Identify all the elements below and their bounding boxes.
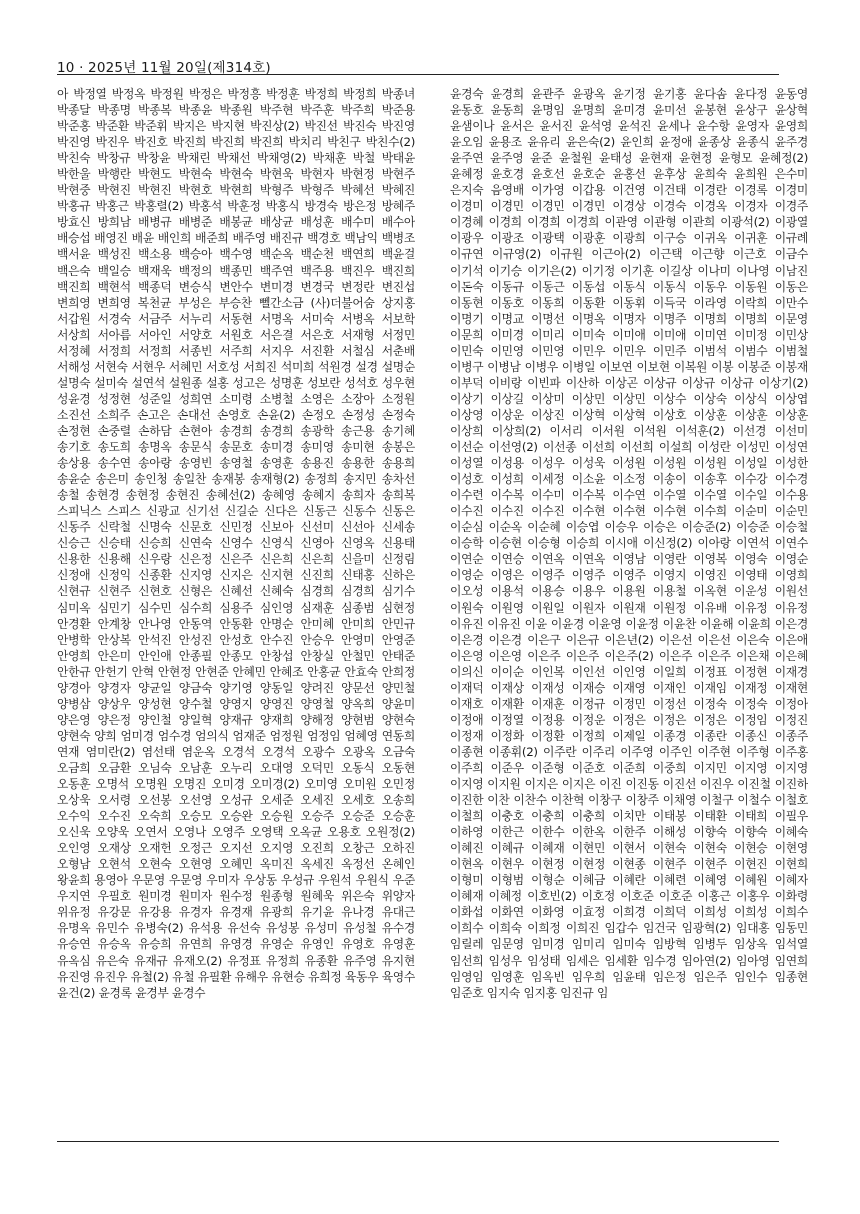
footer-rule xyxy=(57,1141,779,1142)
name-list-column-left: 아 박정열 박정옥 박정원 박정은 박정흥 박정훈 박정희 박정희 박종녀 박종달 박종명 박종복 박종윤 박종원 박주현 박주훈 박주희 박준용 박준홍 박준환 박준휘 박지은 박지현 박진상(2) 박진선 박진숙 박진영 박진영 박진우 박진호 박진희 박진희 박진희 박치리 박친구 박친수(2) 박친숙 박창규 박창윤 박채린 박채선 박채영(2) 박채훈 박철 박태윤 박한울 박행란 박현도 박현숙 박현숙 박현욱 박현자 박현정 박현주 박현중 박현진 박현진 박현호 박현희 박형주 박형주 박혜선 박혜진 박홍규 박홍근 박홍렬(2) 박홍석 박훈정 박홍식 방경숙 방은정 방혜주 방효신 방희남 배병규 배병준 배봉균 배상균 배성훈 배수미 배수아 배승섭 배영진 배윤 배인희 배준희 배주영 배진규 백경호 백남익 백병조 백서윤 백성진 백소용 백승아 백수영 백순옥 백순천 백연희 백윤걸 백은숙 백일승 백재욱 백정의 백종민 백주연 백주용 백진우 백진희 백진희 백현석 백종덕 변승식 변안수 변미경 변경국 변정란 변진섭 변희영 변희영 복천균 부성은 부승찬 뻴간소금 (사)더불어숨 상지홍 서갑원 서경숙 서금주 서누리 서동현 서명옥 서미숙 서병옥 서보학 서상희 서아름 서아인 서양호 서원호 서은결 서은호 서재형 서정민 서정혜 서정희 서정희 서종빈 서주희 서지우 서진환 서철심 서춘배 서해성 서현숙 서현우 서혜민 서호성 서희진 석미희 석원경 설경 설명순 설명숙 설미숙 설연석 설원종 설홍 성고은 성명훈 성보란 성석호 성우현 성윤경 성정현 성준일 성희연 소미령 소병철 소영은 소장아 소정원 소진선 소희주 손고은 손대선 손영호 손윤(2) 손정오 손정성 손정숙 손정현 손중렬 손하담 손현아 송경희 송경희 송광학 송근용 송기혜 송기호 송도희 송명옥 송문식 송문호 송미경 송미영 송미현 송봉은 송상용 송수연 송아랑 송영빈 송영철 송영훈 송용진 송용한 송용희 송윤순 송은미 송인청 송일찬 송재봉 송재형(2) 송정희 송지민 송차선 송철 송현경 송현정 송현진 송혜선(2) 송혜영 송혜지 송희자 송희복 스피닉스 스피스 신광교 신기선 신길순 신다은 신동근 신동수 신동은 신동주 신락철 신명숙 신문호 신민정 신보아 신선미 신선아 신세송 신승근 신승태 신승희 신연숙 신영수 신영식 신영아 신영옥 신용태 신용한 신용해 신우랑 신은정 신은주 신은희 신은희 신을미 신정림 신정애 신정익 신종환 신지영 신지은 신지현 신진희 신태홍 신하은 신현규 신현주 신현호 신형은 신혜선 신혜숙 심경희 심경희 심기수 심미옥 심민기 심수민 심수희 심용주 심인영 심재훈 심종범 심현정 안경환 안계창 안나영 안동역 안동환 안명순 안미혜 안미희 안민규 안병학 안상복 안석진 안성진 안성호 안수진 안승우 안영미 안영준 안영희 안은미 안인애 안종필 안종모 안창섭 안창실 안철민 안태준 안한규 안헌기 안혁 안현정 안현준 안혜민 안혜조 안홍균 안효숙 안희정 양경아 양경자 양균일 양금숙 양기영 양동일 양려진 양문선 양민철 양병삼 양상우 양성현 양수철 양영지 양영진 양영철 양옥희 양윤미 양은영 양은정 양인철 양일혁 양재규 양재희 양해정 양현범 양현숙 양현숙 양희 엄미경 엄수경 엄의식 엄재준 엄정원 엄정임 엄혜영 연동희 연재 염미란(2) 염선태 염운옥 오경석 오경석 오광수 오광옥 오금숙 오금희 오금환 오님숙 오남훈 오누리 오대영 오덕민 오동식 오동현 오동훈 오명석 오명원 오명진 오미경 오미경(2) 오미영 오미원 오민정 오상욱 오서령 오선봉 오선영 오성규 오세준 오세진 오세호 오송희 오수익 오수진 오숙희 오승모 오승완 오승원 오승주 오승준 오승훈 오신욱 오양욱 오연서 오영나 오영주 오영택 오옥균 오용호 오원정(2) 오인영 오재상 오재헌 오정근 오지선 오지영 오진희 오창근 오하진 오형남 오현석 오현숙 오현영 오혜민 옥미진 옥세진 옥정선 온혜인 왕윤희 용영아 우문영 우문영 우미자 우상동 우성규 우원석 우원식 우준 우지연 우필호 원미경 원미자 원수정 원종형 원혜욱 위은숙 위양자 위유정 유강문 유강용 유경자 유경재 유광희 유기윤 유나경 유대근 유명옥 유민수 유병숙(2) 유석용 유선숙 유성봉 유성미 유성철 유수경 유승연 유승옥 유승희 유연희 유영경 유영순 유영인 유영호 유영훈 유옥심 유은숙 유재규 유재오(2) 유정표 유정희 유종환 유주영 유지현 유진영 유진우 유철(2) 유철 유필환 유해우 유현승 유희정 육동우 육영수 윤건(2) 윤경록 윤경부 윤경수 xyxy=(57,87,415,1000)
header-rule xyxy=(57,74,779,75)
name-list-column-right: 윤경숙 윤경희 윤관주 윤광옥 윤기정 윤기홍 윤다솜 윤다정 윤동영 윤동호 윤동희 윤명임 윤명희 윤미경 윤미선 윤봉현 윤상구 윤상혁 윤샘이나 윤서은 윤서진 윤석영 윤석진 윤세나 윤수항 윤영자 윤영희 윤오임 윤용조 윤유리 윤은숙(2) 윤인희 윤정애 윤종상 윤종식 윤주경 윤주연 윤주영 윤준 윤철원 윤태성 윤현재 윤현정 윤형모 윤혜정(2) 윤혜정 윤호경 윤호선 윤호순 윤홍선 윤후상 윤희숙 윤희원 은수미 은지숙 음영배 이가영 이갑용 이건영 이건태 이경란 이경록 이경미 이경미 이경민 이경민 이경민 이경상 이경숙 이경옥 이경자 이경주 이경혜 이경희 이경희 이경희 이관영 이관형 이관희 이광석(2) 이광열 이광우 이광조 이광택 이광훈 이광희 이구승 이귀옥 이귀훈 이규례 이규연 이규영(2) 이규원 이근아(2) 이근택 이근향 이근호 이금수 이기석 이기승 이기은(2) 이기정 이기훈 이길상 이나미 이나영 이남진 이돈숙 이동규 이동근 이동섭 이동식 이동식 이동우 이동원 이동은 이동현 이동호 이동희 이동환 이동휘 이득국 이라영 이락희 이만수 이명기 이명교 이명선 이명옥 이명자 이명주 이명희 이명희 이문영 이문희 이미경 이미리 이미숙 이미애 이미애 이미연 이미정 이민상 이민숙 이민영 이민영 이민우 이민우 이민주 이범석 이범수 이범철 이병구 이병남 이병우 이병일 이보연 이보현 이복원 이봉 이봉준 이봉재 이부덕 이비랑 이빈파 이산하 이상곤 이상규 이상규 이상규 이상기(2) 이상기 이상길 이상미 이상민 이상민 이상수 이상숙 이상식 이상엽 이상영 이상운 이상진 이상혁 이상혁 이상호 이상훈 이상훈 이상훈 이상희 이상희(2) 이서리 이서원 이석원 이석훈(2) 이선경 이선미 이선순 이선영(2) 이선종 이선희 이선희 이설희 이성란 이성민 이성연 이성열 이성용 이성우 이성욱 이성원 이성원 이성원 이성일 이성한 이성호 이성희 이세정 이소윤 이소정 이송이 이송후 이수강 이수경 이수련 이수복 이수미 이수복 이수연 이수열 이수열 이수일 이수용 이수진 이수진 이수진 이수현 이수현 이수현 이수희 이순미 이순민 이순심 이순옥 이순혜 이승엽 이승우 이승은 이승준(2) 이승준 이승철 이승학 이승현 이승형 이승희 이시애 이신정(2) 이아랑 이연석 이연수 이연순 이연승 이연옥 이연옥 이영남 이영란 이영복 이영숙 이영순 이영순 이영은 이영주 이영주 이영주 이영지 이영진 이영태 이영희 이오성 이용석 이용승 이용우 이용원 이용철 이옥현 이운성 이원선 이원숙 이원영 이원일 이원자 이원재 이원정 이유배 이유정 이유정 이유진 이유진 이윤 이윤경 이윤영 이윤정 이윤찬 이윤해 이윤희 이은경 이은경 이은경 이은구 이은규 이은년(2) 이은선 이은선 이은숙 이은애 이은영 이은영 이은주 이은주 이은주(2) 이은주 이은주 이은채 이은혜 이의신 이이순 이인복 이인선 이인영 이일희 이정표 이정현 이재경 이재덕 이재상 이재성 이재승 이재영 이재인 이재임 이재정 이재현 이재호 이재환 이재훈 이정규 이정민 이정선 이정숙 이정숙 이정아 이정애 이정열 이정용 이정운 이정은 이정은 이정은 이정임 이정진 이정재 이정화 이정환 이정희 이제일 이종경 이종란 이종신 이종주 이종현 이종휘(2) 이주란 이주리 이주영 이주인 이주현 이주형 이주홍 이주희 이준우 이준형 이준호 이준희 이중희 이지민 이지영 이지영 이지영 이지원 이지은 이지은 이진 이진동 이진선 이진우 이진철 이진하 이진한 이찬 이찬수 이찬혁 이창구 이창주 이채영 이철구 이철수 이철호 이철희 이충호 이충희 이충희 이치만 이태봉 이태환 이태희 이필우 이하영 이한근 이한수 이한옥 이한주 이해성 이향숙 이향숙 이혜숙 이혜진 이혜규 이혜재 이현민 이현서 이현숙 이현숙 이현승 이현영 이현옥 이현우 이현정 이현정 이현종 이현주 이현주 이현진 이현희 이형미 이형범 이형순 이혜금 이혜란 이혜련 이혜영 이혜원 이혜자 이혜재 이혜정 이호빈(2) 이호정 이호준 이호준 이홍근 이홍우 이화령 이화섭 이화연 이화영 이효정 이희경 이희덕 이희성 이희성 이희수 이희수 이희숙 이희정 이희진 임갑수 임건국 임광혁(2) 임대홍 임동민 임릴레 임문영 임미경 임미리 임미숙 임방혁 임병두 임상옥 임석열 임선희 임성우 임성태 임세은 임세환 임수경 임아연(2) 임아영 임연희 임영임 임영훈 임옥빈 임우희 임윤태 임은정 임은주 임인수 임종현 임준호 임지숙 임지홍 임진규 임 xyxy=(450,87,808,1000)
page-header: 10 · 2025년 11월 20일(제314호) xyxy=(57,60,271,76)
